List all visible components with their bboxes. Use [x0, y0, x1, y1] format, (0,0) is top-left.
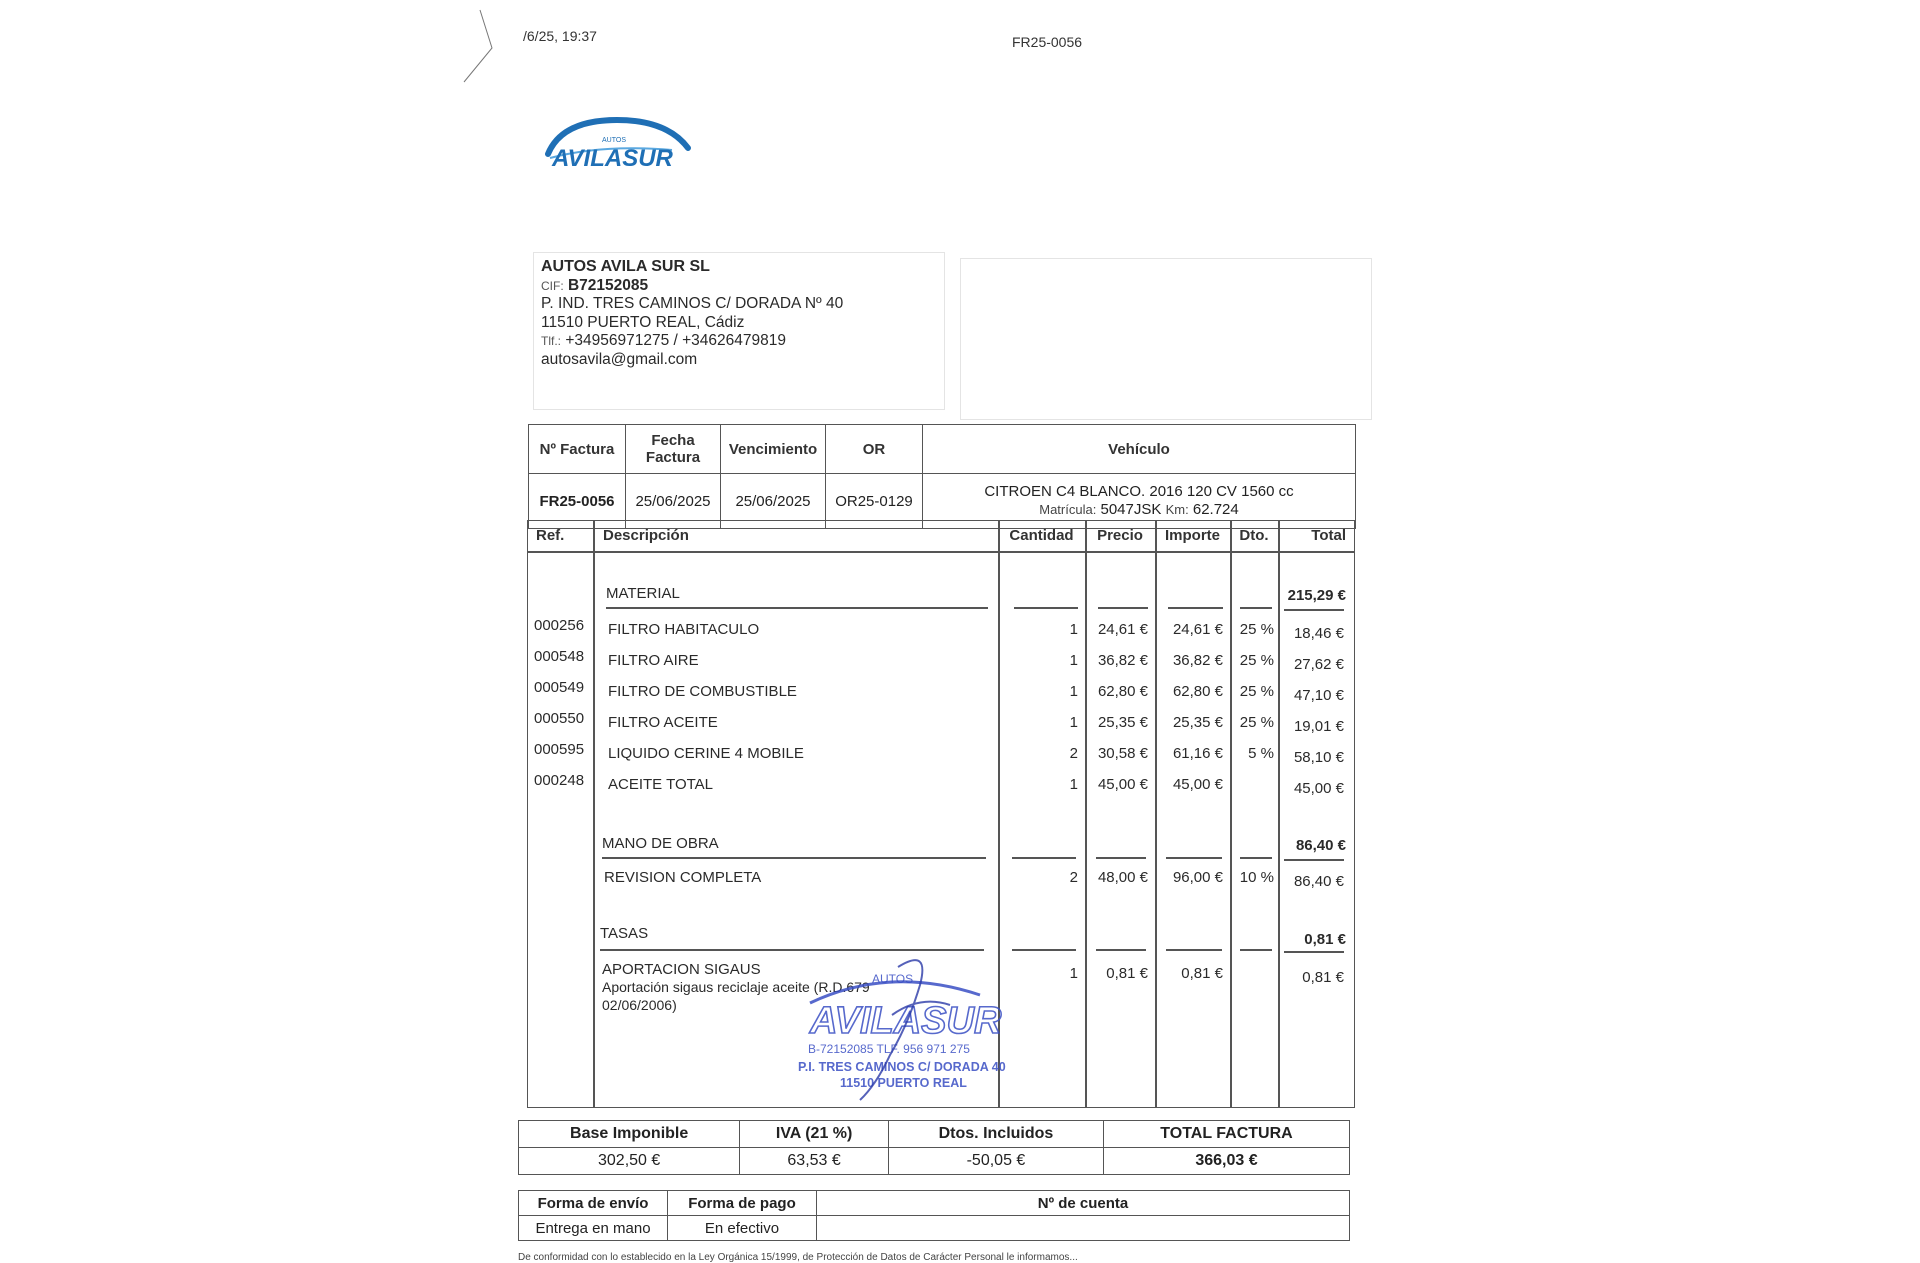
- totals-table: [518, 1120, 1350, 1175]
- item-importe: 25,35 €: [1172, 714, 1223, 731]
- section-total-material: 215,29 €: [1287, 587, 1346, 604]
- item-desc: APORTACION SIGAUS: [602, 961, 761, 978]
- col-precio: Precio: [1097, 527, 1143, 544]
- km-value: 62.724: [1192, 501, 1239, 518]
- invoice-or: OR25-0129: [826, 474, 923, 529]
- item-total: 45,00 €: [1293, 780, 1344, 797]
- col-cantidad: Cantidad: [1009, 527, 1074, 544]
- item-qty: 1: [1069, 965, 1078, 982]
- item-dto: 25 %: [1239, 714, 1274, 731]
- company-stamp: [780, 955, 1020, 1105]
- customer-box: [960, 258, 1372, 420]
- col-descripcion: Descripción: [603, 527, 689, 544]
- item-ref: 000595: [534, 741, 585, 758]
- col-vencimiento: Vencimiento: [721, 425, 826, 474]
- print-doc-number: FR25-0056: [1012, 34, 1083, 50]
- item-total: 86,40 €: [1293, 873, 1344, 890]
- item-qty: 1: [1069, 652, 1078, 669]
- label-numero-cuenta: Nº de cuenta: [817, 1191, 1350, 1216]
- plate-label: Matrícula:: [1039, 502, 1097, 517]
- item-importe: 36,82 €: [1172, 652, 1223, 669]
- plate-value: 5047JSK: [1100, 501, 1162, 518]
- item-precio: 62,80 €: [1097, 683, 1148, 700]
- item-qty: 1: [1069, 683, 1078, 700]
- item-ref: 000548: [534, 648, 585, 665]
- invoice-header-table: [528, 424, 1356, 529]
- item-total: 18,46 €: [1293, 625, 1344, 642]
- item-total: 47,10 €: [1293, 687, 1344, 704]
- item-total: 27,62 €: [1293, 656, 1344, 673]
- item-desc: FILTRO DE COMBUSTIBLE: [608, 683, 797, 700]
- item-importe: 61,16 €: [1172, 745, 1223, 762]
- label-forma-pago: Forma de pago: [668, 1191, 817, 1216]
- print-datetime: /6/25, 19:37: [523, 28, 597, 44]
- section-title-mano-obra: MANO DE OBRA: [602, 835, 719, 852]
- item-total: 19,01 €: [1293, 718, 1344, 735]
- value-total-factura: 366,03 €: [1104, 1148, 1350, 1175]
- svg-text:11510 PUERTO REAL: 11510 PUERTO REAL: [840, 1076, 967, 1090]
- item-dto: 25 %: [1239, 683, 1274, 700]
- svg-text:AUTOS: AUTOS: [872, 972, 914, 986]
- item-desc: FILTRO ACEITE: [608, 714, 718, 731]
- svg-text:P.I. TRES CAMINOS C/ DORADA 40: P.I. TRES CAMINOS C/ DORADA 40: [798, 1060, 1006, 1074]
- svg-text:AUTOS: AUTOS: [602, 137, 626, 144]
- item-ref: 000248: [534, 772, 585, 789]
- section-total-mano-obra: 86,40 €: [1295, 837, 1346, 854]
- item-dto: 10 %: [1239, 869, 1274, 886]
- item-qty: 1: [1069, 776, 1078, 793]
- company-info: [541, 258, 843, 369]
- item-precio: 48,00 €: [1097, 869, 1148, 886]
- svg-text:B-72152085 TLF. 956 971 275: B-72152085 TLF. 956 971 275: [808, 1042, 970, 1056]
- value-numero-cuenta: [817, 1216, 1350, 1241]
- col-ref: Ref.: [536, 527, 565, 544]
- item-desc: ACEITE TOTAL: [608, 776, 714, 793]
- label-iva: IVA (21 %): [740, 1121, 889, 1148]
- col-fecha-factura: Fecha Factura: [626, 425, 721, 474]
- item-importe: 24,61 €: [1172, 621, 1223, 638]
- item-importe: 62,80 €: [1172, 683, 1223, 700]
- company-email: autosavila@gmail.com: [541, 350, 698, 368]
- item-desc: REVISION COMPLETA: [604, 869, 762, 886]
- company-name: AUTOS AVILA SUR SL: [541, 258, 710, 275]
- company-phones: Tlf.: +34956971275 / +34626479819: [541, 332, 786, 349]
- invoice-due-date: 25/06/2025: [721, 474, 826, 529]
- item-importe: 45,00 €: [1172, 776, 1223, 793]
- item-dto: 5 %: [1248, 745, 1274, 762]
- invoice-number: FR25-0056: [529, 474, 626, 529]
- col-importe: Importe: [1164, 527, 1220, 544]
- item-qty: 1: [1069, 621, 1078, 638]
- item-desc-extra: 02/06/2006): [602, 997, 677, 1013]
- item-dto: 25 %: [1239, 621, 1274, 638]
- item-qty: 1: [1069, 714, 1078, 731]
- section-title-material: MATERIAL: [606, 585, 680, 602]
- value-forma-pago: En efectivo: [668, 1216, 817, 1241]
- item-total: 0,81 €: [1302, 969, 1344, 986]
- item-ref: 000550: [534, 710, 585, 727]
- label-dtos-incluidos: Dtos. Incluidos: [888, 1121, 1103, 1148]
- payment-table: [518, 1190, 1350, 1241]
- item-precio: 25,35 €: [1097, 714, 1148, 731]
- value-base-imponible: 302,50 €: [519, 1148, 740, 1175]
- company-address-2: 11510 PUERTO REAL, Cádiz: [541, 313, 745, 331]
- company-logo: [542, 114, 692, 174]
- col-numero-factura: Nº Factura: [529, 425, 626, 474]
- company-cif: CIF: B72152085: [541, 276, 649, 294]
- section-total-tasas: 0,81 €: [1304, 931, 1346, 948]
- label-base-imponible: Base Imponible: [519, 1121, 740, 1148]
- item-dto: 25 %: [1239, 652, 1274, 669]
- item-precio: 45,00 €: [1097, 776, 1148, 793]
- svg-text:AVILASUR: AVILASUR: [552, 145, 673, 172]
- item-desc: FILTRO AIRE: [608, 652, 699, 669]
- item-qty: 2: [1069, 869, 1078, 886]
- vehicle-description: CITROEN C4 BLANCO. 2016 120 CV 1560 cc: [984, 483, 1294, 500]
- item-total: 58,10 €: [1293, 749, 1344, 766]
- item-desc-extra: Aportación sigaus reciclaje aceite (R.D.679: [602, 979, 870, 995]
- svg-text:AVILASUR: AVILASUR: [810, 1000, 1002, 1042]
- label-forma-envio: Forma de envío: [519, 1191, 668, 1216]
- item-importe: 96,00 €: [1172, 869, 1223, 886]
- legal-footer: De conformidad con lo establecido en la Ley Orgánica 15/1999, de Protección de Datos de Carácter Personal le informamos...: [518, 1252, 1078, 1263]
- invoice-date: 25/06/2025: [626, 474, 721, 529]
- col-or: OR: [826, 425, 923, 474]
- item-precio: 30,58 €: [1097, 745, 1148, 762]
- item-precio: 24,61 €: [1097, 621, 1148, 638]
- value-iva: 63,53 €: [740, 1148, 889, 1175]
- col-dto: Dto.: [1239, 527, 1269, 544]
- item-qty: 2: [1069, 745, 1078, 762]
- item-desc: LIQUIDO CERINE 4 MOBILE: [608, 745, 804, 762]
- value-dtos-incluidos: -50,05 €: [888, 1148, 1103, 1175]
- folded-corner: [462, 8, 522, 83]
- item-ref: 000256: [534, 617, 585, 634]
- section-title-tasas: TASAS: [600, 925, 649, 942]
- item-ref: 000549: [534, 679, 585, 696]
- col-vehiculo: Vehículo: [923, 425, 1356, 474]
- company-address-1: P. IND. TRES CAMINOS C/ DORADA Nº 40: [541, 295, 844, 312]
- km-label: Km:: [1165, 502, 1189, 517]
- label-total-factura: TOTAL FACTURA: [1104, 1121, 1350, 1148]
- item-importe: 0,81 €: [1181, 965, 1223, 982]
- item-precio: 36,82 €: [1097, 652, 1148, 669]
- item-precio: 0,81 €: [1106, 965, 1148, 982]
- item-desc: FILTRO HABITACULO: [608, 621, 760, 638]
- value-forma-envio: Entrega en mano: [519, 1216, 668, 1241]
- col-total: Total: [1311, 527, 1346, 544]
